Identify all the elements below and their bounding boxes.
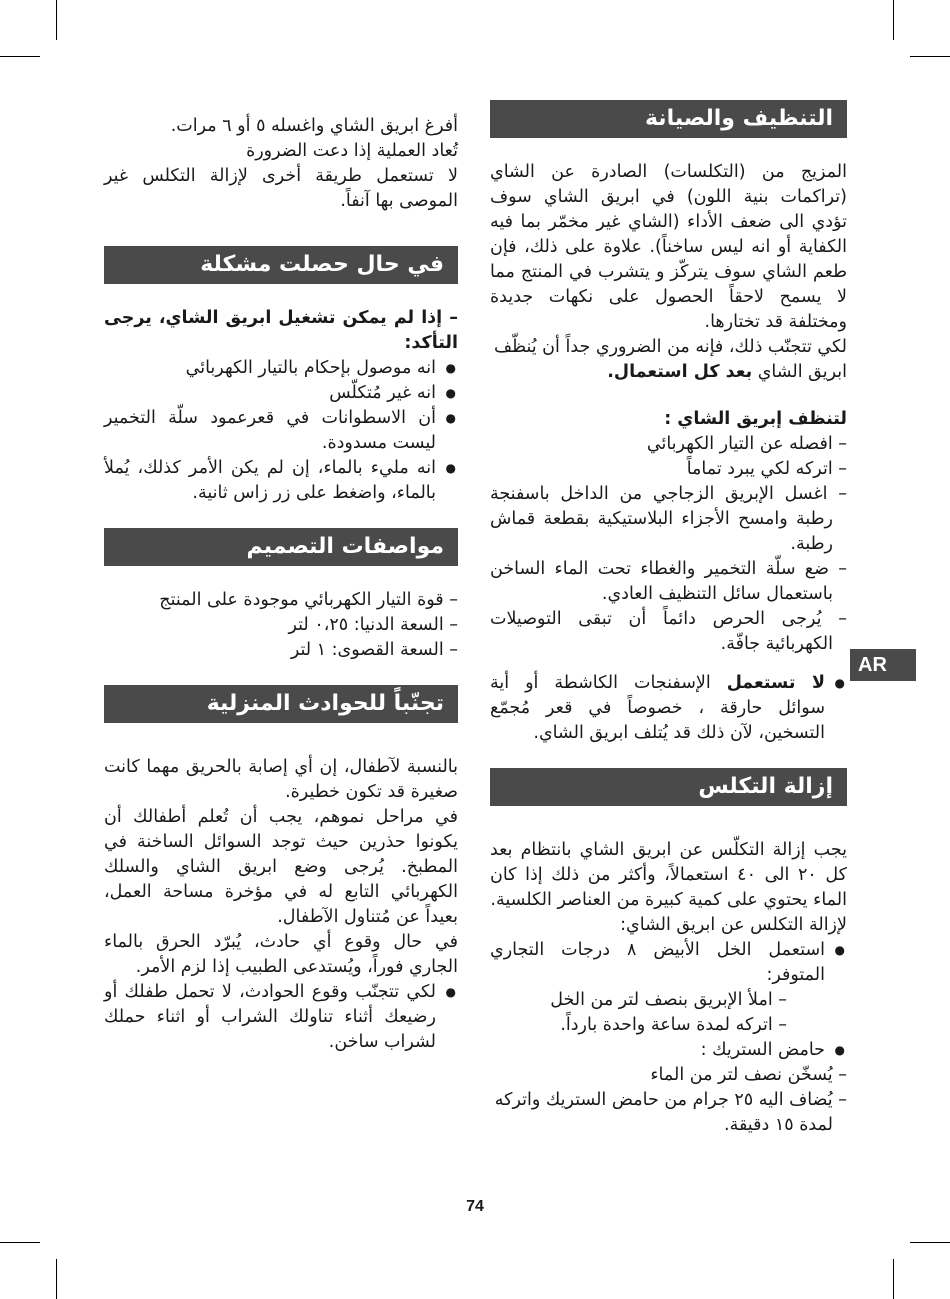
continuation-line: أفرغ ابريق الشاي واغسله ٥ أو ٦ مرات. xyxy=(170,116,458,136)
problem-item: ● انه غير مُتكلّس xyxy=(104,381,458,406)
crop-mark xyxy=(910,56,950,57)
continuation-line: تُعاد العملية إذا دعت الضرورة xyxy=(246,141,458,161)
descaling-vinegar-step: – املأ الإبريق بنصف لتر من الخل xyxy=(550,990,787,1010)
crop-mark xyxy=(56,1259,57,1299)
problem-lead: – إذا لم يمكن تشغيل ابريق الشاي، يرجى التأكد: xyxy=(104,308,458,353)
problem-item: ● انه مليء بالماء، إن لم يكن الأمر كذلك، يُملأ بالماء، واضغط على زر زاس ثانية. xyxy=(104,456,458,506)
descaling-citric-step: – يُسخّن نصف لتر من الماء xyxy=(650,1065,847,1085)
cleaning-warning-bold: لا تستعمل xyxy=(726,673,825,693)
language-tab: AR xyxy=(850,649,916,681)
cleaning-subheading: لتنظف إبريق الشاي : xyxy=(664,409,847,429)
safety-bullet: ● لكي تتجنّب وقوع الحوادث، لا تحمل طفلك أو رضيعك أثناء تناولك الشراب أو اثناء حملك لشراب ساخن. xyxy=(104,980,458,1055)
descaling-vinegar: ● استعمل الخل الأبيض ٨ درجات التجاري المتوفر: xyxy=(490,938,847,988)
crop-mark xyxy=(56,0,57,40)
safety-heading: تجنّباً للحوادث المنزلية xyxy=(104,685,458,723)
cleaning-step: – اتركه لكي يبرد تماماً xyxy=(686,459,847,479)
cleaning-warning-text: الإسفنجات الكاشطة أو أية سوائل حارقة ، خصوصاً في قعر مُجمّع التسخين، لآن ذلك قد يُتلف ابريق الشاي. xyxy=(490,673,825,743)
right-column xyxy=(490,100,847,1138)
cleaning-emphasis-paragraph xyxy=(490,335,847,385)
cleaning-step: – يُرجى الحرص دائماً أن تبقى التوصيلات الكهربائية جافّة. xyxy=(490,609,847,654)
cleaning-step: – اغسل الإبريق الزجاجي من الداخل باسفنجة رطبة وامسح الأجزاء البلاستيكية بقطعة قماش رطبة. xyxy=(490,484,847,554)
problem-heading: في حال حصلت مشكلة xyxy=(104,246,458,284)
problem-item: ● انه موصول بإحكام بالتيار الكهربائي xyxy=(104,356,458,381)
safety-paragraph: في مراحل نموهم، يجب أن تُعلم أطفالك أن يكونوا حذرين حيث توجد السوائل الساخنة في المطبخ. يُرجى وضع ابريق الشاي والسلك الكهربائي التابع له في مؤخرة مساحة العمل، بعيداً عن مُتناول الآطفال. xyxy=(104,807,458,927)
cleaning-step: – ضع سلّة التخمير والغطاء تحت الماء الساخن باستعمال سائل التنظيف العادي. xyxy=(490,559,847,604)
crop-mark xyxy=(893,0,894,40)
left-column xyxy=(104,114,458,1055)
specs-item: – قوة التيار الكهربائي موجودة على المنتج xyxy=(159,590,458,610)
problem-item: ● أن الاسطوانات في قعرعمود سلّة التخمير ليست مسدودة. xyxy=(104,406,458,456)
continuation-line: لا تستعمل طريقة أخرى لإزالة التكلس غير الموصى بها آنفاً. xyxy=(104,166,458,211)
cleaning-emphasis-bold: بعد كل استعمال. xyxy=(607,362,753,382)
safety-paragraph: بالنسبة لآطفال، إن أي إصابة بالحريق مهما كانت صغيرة قد تكون خطيرة. xyxy=(104,757,458,802)
page-number: 74 xyxy=(466,1198,484,1215)
crop-mark xyxy=(893,1259,894,1299)
cleaning-warning xyxy=(490,671,847,746)
specs-heading: مواصفات التصميم xyxy=(104,528,458,566)
descaling-intro: لإزالة التكلس عن ابريق الشاي: xyxy=(620,915,847,935)
cleaning-heading: التنظيف والصيانة xyxy=(490,100,847,138)
cleaning-paragraph: المزيج من (التكلسات) الصادرة عن الشاي (تراكمات بنية اللون) في ابريق الشاي سوف تؤدي الى ضعف الأداء (الشاي غير مخمّر بما فيه الكفاية أو انه ليس ساخناً). علاوة على ذلك، فإن طعم الشاي سوف يتركّز و يتشرب في المنتج مما لا يسمح لاحقاً الحصول على نكهات جديدة ومختلفة قد تختارها. xyxy=(490,162,847,332)
descaling-citric: ● حامض الستريك : xyxy=(490,1038,847,1063)
crop-mark xyxy=(0,56,40,57)
crop-mark xyxy=(0,1242,40,1243)
descaling-paragraph: يجب إزالة التكلّس عن ابريق الشاي بانتظام بعد كل ٢٠ الى ٤٠ استعمالاً، وأكثر من ذلك إذا كان الماء يحتوي على كمية كبيرة من العناصر الكلسية. xyxy=(490,840,847,910)
safety-paragraph: في حال وقوع أي حادث، يُبرّد الحرق بالماء الجاري فوراً، ويُستدعى الطبيب إذا لزم الأمر. xyxy=(104,932,458,977)
specs-item: – السعة القصوى: ١ لتر xyxy=(290,640,458,660)
specs-item: – السعة الدنيا: ٠،٢٥ لتر xyxy=(288,615,458,635)
descaling-heading: إزالة التكلس xyxy=(490,768,847,806)
descaling-citric-step: – يُضاف اليه ٢٥ جرام من حامض الستريك واتركه لمدة ١٥ دقيقة. xyxy=(494,1090,847,1135)
cleaning-emphasis-text: لكي تتجنّب ذلك، فإنه من الضروري جداً أن يُنظّف ابريق الشاي xyxy=(494,337,847,382)
crop-mark xyxy=(910,1242,950,1243)
descaling-vinegar-step: – اتركه لمدة ساعة واحدة بارداً. xyxy=(560,1015,787,1035)
cleaning-step: – افصله عن التيار الكهربائي xyxy=(646,434,847,454)
